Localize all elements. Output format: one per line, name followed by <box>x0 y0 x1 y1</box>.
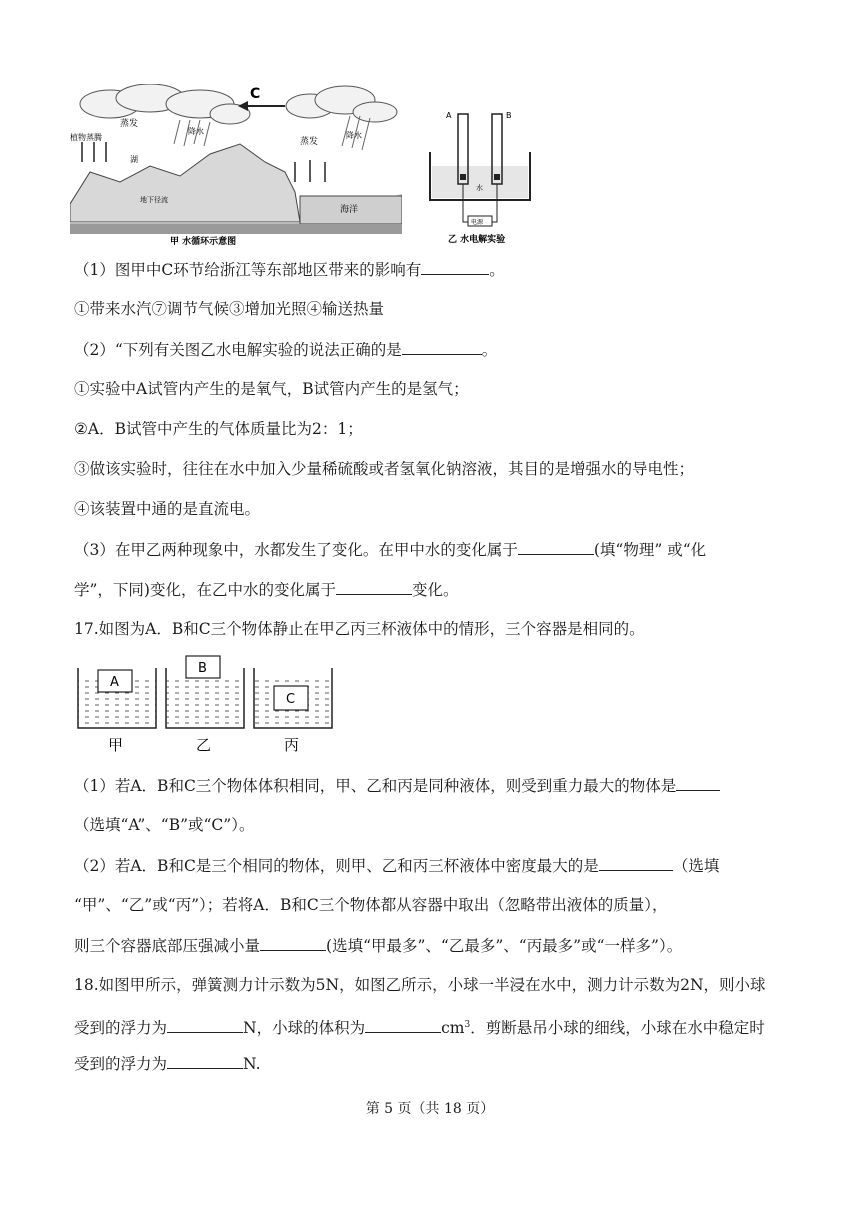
answer-blank[interactable] <box>676 774 720 791</box>
answer-blank[interactable] <box>260 934 326 951</box>
label-evaporation-1: 蒸发 <box>120 119 139 129</box>
water-label: 水 <box>476 184 483 192</box>
q17-part2-line2: “甲”、“乙”或“丙”）；若将A．B和C三个物体都从容器中取出（忽略带出液体的质量）， <box>74 896 668 914</box>
q18-line3: 受到的浮力为 N. <box>74 1052 261 1075</box>
q16-part2-option3: ③做该实验时，往往在水中加入少量稀硫酸或者氢氧化钠溶液，其目的是增强水的导电性； <box>74 460 695 478</box>
answer-blank[interactable] <box>336 578 412 595</box>
label-ocean: 海洋 <box>340 205 359 215</box>
answer-blank[interactable] <box>167 1016 243 1033</box>
arrow-c-label: C <box>250 86 261 102</box>
q16-part3-line1: （3）在甲乙两种现象中，水都发生了变化。在甲中水的变化属于 (填“物理” 或“化 <box>74 538 706 561</box>
containers-figure <box>74 654 344 754</box>
q16-part2: （2）“下列有关图乙水电解实验的说法正确的是 。 <box>74 338 497 361</box>
water-cycle-caption: 甲 水循环示意图 <box>170 237 237 246</box>
q17-part2-line1: （2）若A．B和C是三个相同的物体，则甲、乙和丙三杯液体中密度最大的是 （选填 <box>74 854 719 877</box>
q17-stem: 17.如图为A．B和C三个物体静止在甲乙丙三杯液体中的情形，三个容器是相同的。 <box>74 620 645 638</box>
q16-part2-option2: ②A．B试管中产生的气体质量比为2：1； <box>74 420 363 438</box>
page-footer: 第 5 页（共 18 页） <box>365 1101 495 1117</box>
q16-part2-option1: ①实验中A试管内产生的是氧气，B试管内产生的是氢气； <box>74 380 469 398</box>
label-precipitation-2: 降水 <box>346 131 362 140</box>
electrolysis-figure <box>420 100 540 246</box>
q17-part1-line2: （选填“A”、“B”或“C”）。 <box>74 816 255 834</box>
answer-blank[interactable] <box>167 1052 243 1069</box>
label-groundwater: 地下径流 <box>140 196 168 204</box>
label-evaporation-2: 蒸发 <box>300 137 319 147</box>
q16-part3-line2: 学”，下同)变化，在乙中水的变化属于 变化。 <box>74 578 459 601</box>
answer-blank[interactable] <box>402 338 482 355</box>
power-supply-label: 电源 <box>471 219 484 226</box>
water-cycle-figure <box>70 84 402 246</box>
answer-blank[interactable] <box>365 1016 441 1033</box>
q17-part2-line3: 则三个容器底部压强减小量 (选填“甲最多”、“乙最多”、“丙最多”或“一样多”）。 <box>74 934 682 957</box>
q18-line1: 18.如图甲所示，弹簧测力计示数为5N，如图乙所示，小球一半浸在水中，测力计示数为2N，则小球 <box>74 976 766 994</box>
q18-line2: 受到的浮力为 N，小球的体积为 $cm^3$．剪断悬吊小球的细线，小球在水中稳定时 <box>74 1014 765 1039</box>
label-lake: 湖 <box>130 155 138 164</box>
q16-part2-option4: ④该装置中通的是直流电。 <box>74 500 261 518</box>
q16-part1-options: ①带来水汽⑦调节气候③增加光照④输送热量 <box>74 300 385 318</box>
object-c-label: C <box>286 692 296 707</box>
container-jia-label: 甲 <box>108 736 124 754</box>
answer-blank[interactable] <box>421 258 489 275</box>
q16-part1: （1）图甲中C环节给浙江等东部地区带来的影响有 。 <box>74 258 505 281</box>
container-yi-label: 乙 <box>196 736 212 754</box>
label-transpiration: 植物蒸腾 <box>70 133 102 142</box>
label-precipitation-1: 降水 <box>188 127 204 136</box>
answer-blank[interactable] <box>518 538 594 555</box>
tube-a-label: A <box>446 111 452 120</box>
tube-b-label: B <box>506 111 512 120</box>
answer-blank[interactable] <box>599 854 673 871</box>
object-b-label: B <box>198 661 207 676</box>
q17-part1-line1: （1）若A．B和C三个物体体积相同，甲、乙和丙是同种液体，则受到重力最大的物体是 <box>74 774 720 797</box>
object-a-label: A <box>110 675 119 690</box>
electrolysis-caption: 乙 水电解实验 <box>448 235 506 245</box>
container-bing-label: 丙 <box>284 736 300 754</box>
